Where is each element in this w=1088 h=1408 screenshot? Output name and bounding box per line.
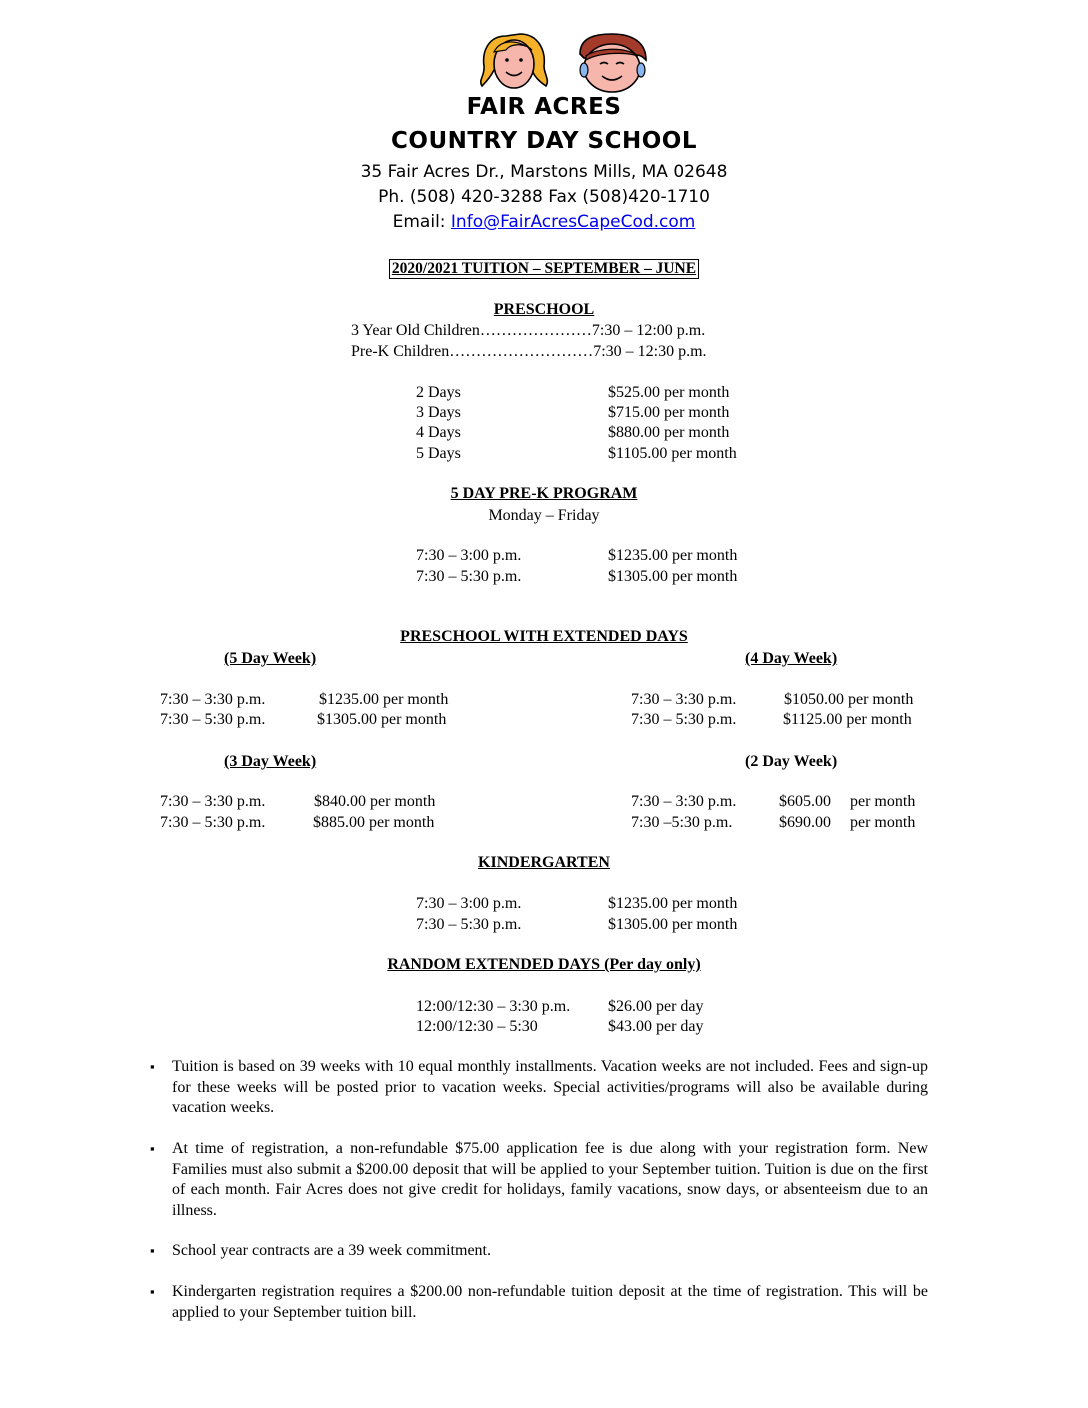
two-day-rate-price: $690.00 xyxy=(779,814,831,831)
bullet-icon: ▪ xyxy=(150,1059,155,1074)
preschool-rate-label: 4 Days xyxy=(416,424,461,441)
four-day-rate-label: 7:30 – 3:30 p.m. xyxy=(631,691,737,708)
kindergarten-rate-label: 7:30 – 3:00 p.m. xyxy=(416,895,522,912)
five-day-rate-price: $1305.00 per month xyxy=(317,711,447,728)
random-days-heading: RANDOM EXTENDED DAYS (Per day only) xyxy=(387,956,701,973)
three-day-week-heading: (3 Day Week) xyxy=(224,753,317,770)
tuition-title-box xyxy=(0,259,1088,279)
email-label: Email: xyxy=(392,212,451,232)
random-rate-label: 12:00/12:30 – 3:30 p.m. xyxy=(416,998,571,1015)
two-day-week-heading: (2 Day Week) xyxy=(745,753,838,770)
school-address: 35 Fair Acres Dr., Marstons Mills, MA 02648 xyxy=(360,162,728,182)
five-day-week-heading: (5 Day Week) xyxy=(224,650,317,667)
preschool-rate-price: $715.00 per month xyxy=(608,404,730,421)
three-day-rate-price: $840.00 per month xyxy=(314,793,436,810)
kindergarten-rate-price: $1305.00 per month xyxy=(608,916,738,933)
preschool-heading: PRESCHOOL xyxy=(493,301,595,318)
prek-rate-label: 7:30 – 3:00 p.m. xyxy=(416,547,522,564)
note-registration-fee: At time of registration, a non-refundable $75.00 application fee is due along with your registration form. New Families must also submit a $200.00 deposit that will be applied to your September tuition. Tuition is due on the first of each month. Fair Acres does not give credit for holidays, family vacations, snow days, or absenteeism due to an illness. xyxy=(172,1140,928,1219)
kindergarten-rate-label: 7:30 – 5:30 p.m. xyxy=(416,916,522,933)
two-day-rate-label: 7:30 – 3:30 p.m. xyxy=(631,793,737,810)
five-day-rate-price: $1235.00 per month xyxy=(319,691,449,708)
tuition-title: 2020/2021 TUITION – SEPTEMBER – JUNE xyxy=(389,259,699,279)
five-day-rate-label: 7:30 – 5:30 p.m. xyxy=(160,711,266,728)
five-day-rate-label: 7:30 – 3:30 p.m. xyxy=(160,691,266,708)
random-rate-price: $43.00 per day xyxy=(608,1018,704,1035)
two-day-rate-unit: per month xyxy=(850,814,916,831)
preschool-hours-3yo: 3 Year Old Children…………………7:30 – 12:00 p.m. xyxy=(351,322,706,339)
preschool-rate-price: $525.00 per month xyxy=(608,384,730,401)
bullet-icon: ▪ xyxy=(150,1141,155,1156)
four-day-rate-label: 7:30 – 5:30 p.m. xyxy=(631,711,737,728)
bullet-icon: ▪ xyxy=(150,1243,155,1258)
kindergarten-heading: KINDERGARTEN xyxy=(478,854,610,871)
school-phone-fax: Ph. (508) 420-3288 Fax (508)420-1710 xyxy=(378,187,710,207)
school-email-line xyxy=(0,212,1088,232)
kindergarten-rate-price: $1235.00 per month xyxy=(608,895,738,912)
note-kindergarten-deposit: Kindergarten registration requires a $200.00 non-refundable tuition deposit at the time of registration. This will be applied to your September tuition bill. xyxy=(172,1283,928,1321)
four-day-week-heading: (4 Day Week) xyxy=(745,650,838,667)
preschool-hours-prek: Pre-K Children………………………7:30 – 12:30 p.m. xyxy=(351,343,707,360)
preschool-rate-label: 2 Days xyxy=(416,384,461,401)
preschool-rate-label: 3 Days xyxy=(416,404,461,421)
prek-rate-label: 7:30 – 5:30 p.m. xyxy=(416,568,522,585)
prek-heading: 5 DAY PRE-K PROGRAM xyxy=(450,485,638,502)
four-day-rate-price: $1125.00 per month xyxy=(783,711,912,728)
three-day-rate-label: 7:30 – 5:30 p.m. xyxy=(160,814,266,831)
three-day-rate-label: 7:30 – 3:30 p.m. xyxy=(160,793,266,810)
preschool-rate-price: $1105.00 per month xyxy=(608,445,737,462)
school-name-line1: FAIR ACRES xyxy=(466,94,622,120)
three-day-rate-price: $885.00 per month xyxy=(313,814,435,831)
extended-heading: PRESCHOOL WITH EXTENDED DAYS xyxy=(400,628,688,645)
prek-rate-price: $1235.00 per month xyxy=(608,547,738,564)
prek-days: Monday – Friday xyxy=(488,507,600,524)
school-name-line2: COUNTRY DAY SCHOOL xyxy=(391,128,697,154)
two-day-rate-price: $605.00 xyxy=(779,793,831,810)
email-link[interactable]: Info@FairAcresCapeCod.com xyxy=(450,212,696,232)
four-day-rate-price: $1050.00 per month xyxy=(784,691,914,708)
note-contract: School year contracts are a 39 week commitment. xyxy=(172,1242,491,1259)
bullet-icon: ▪ xyxy=(150,1284,155,1299)
note-tuition-basis: Tuition is based on 39 weeks with 10 equal monthly installments. Vacation weeks are not included. Fees and sign-up for these weeks will be posted prior to vacation weeks. Special activities/programs will also be available during vacation weeks. xyxy=(172,1058,928,1117)
preschool-rate-price: $880.00 per month xyxy=(608,424,730,441)
random-rate-price: $26.00 per day xyxy=(608,998,704,1015)
school-logo-kids-icon xyxy=(476,30,652,96)
two-day-rate-label: 7:30 –5:30 p.m. xyxy=(631,814,733,831)
prek-rate-price: $1305.00 per month xyxy=(608,568,738,585)
two-day-rate-unit: per month xyxy=(850,793,916,810)
preschool-rate-label: 5 Days xyxy=(416,445,461,462)
random-rate-label: 12:00/12:30 – 5:30 xyxy=(416,1018,538,1035)
